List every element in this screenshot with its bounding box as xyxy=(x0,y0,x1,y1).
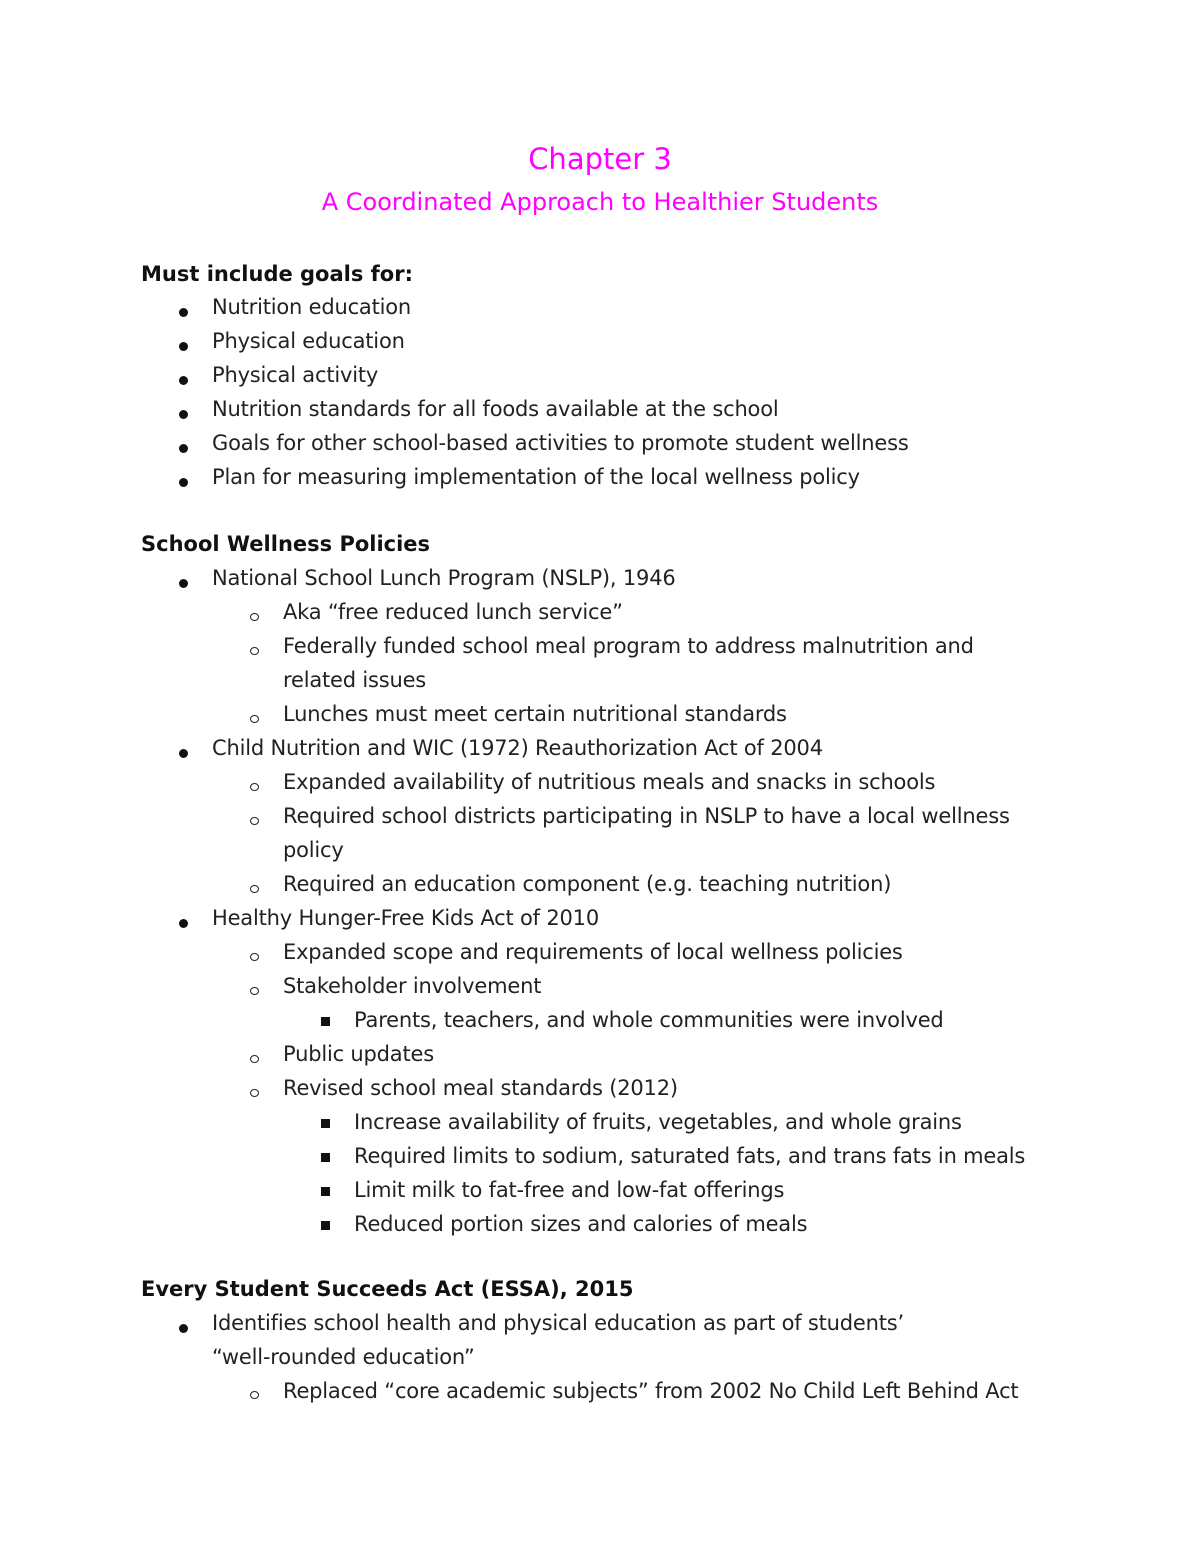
nslp-sub-item: Federally funded school meal program to address malnutrition and xyxy=(283,634,974,658)
hhfka-item: Healthy Hunger-Free Kids Act of 2010 xyxy=(212,906,599,930)
goal-item: Physical education xyxy=(212,329,405,353)
hhfka-sub-item: Public updates xyxy=(283,1042,434,1066)
essa-item-continued: “well-rounded education” xyxy=(212,1345,475,1369)
hhfka-sub-item: Revised school meal standards (2012) xyxy=(283,1076,678,1100)
hhfka-sub-item: Stakeholder involvement xyxy=(283,974,542,998)
goal-item: Plan for measuring implementation of the local wellness policy xyxy=(212,465,860,489)
nslp-item: National School Lunch Program (NSLP), 1946 xyxy=(212,566,676,590)
bullet-square xyxy=(321,1187,330,1196)
bullet-dot xyxy=(179,444,188,453)
wic-sub-item: Expanded availability of nutritious meals and snacks in schools xyxy=(283,770,936,794)
essa-sub-item: Replaced “core academic subjects” from 2002 No Child Left Behind Act xyxy=(283,1379,1019,1403)
bullet-ring xyxy=(250,1055,259,1063)
nslp-sub-item: Lunches must meet certain nutritional standards xyxy=(283,702,787,726)
bullet-ring xyxy=(250,1391,259,1399)
goal-item: Goals for other school-based activities to promote student wellness xyxy=(212,431,909,455)
chapter-subtitle: A Coordinated Approach to Healthier Students xyxy=(321,188,879,216)
bullet-dot xyxy=(179,919,188,928)
bullet-ring xyxy=(250,783,259,791)
wic-item: Child Nutrition and WIC (1972) Reauthorization Act of 2004 xyxy=(212,736,823,760)
bullet-square xyxy=(321,1153,330,1162)
bullet-ring xyxy=(250,987,259,995)
essa-item: Identifies school health and physical education as part of students’ xyxy=(212,1311,905,1335)
essa-heading: Every Student Succeeds Act (ESSA), 2015 xyxy=(141,1277,634,1301)
bullet-dot xyxy=(179,376,188,385)
meal-standard-item: Limit milk to fat-free and low-fat offerings xyxy=(354,1178,785,1202)
goals-heading: Must include goals for: xyxy=(141,262,413,286)
bullet-ring xyxy=(250,1089,259,1097)
meal-standard-item: Required limits to sodium, saturated fats, and trans fats in meals xyxy=(354,1144,1026,1168)
bullet-ring xyxy=(250,817,259,825)
bullet-square xyxy=(321,1119,330,1128)
goal-item: Nutrition education xyxy=(212,295,412,319)
bullet-ring xyxy=(250,953,259,961)
stakeholder-detail: Parents, teachers, and whole communities were involved xyxy=(354,1008,944,1032)
bullet-dot xyxy=(179,579,188,588)
wic-sub-item: Required school districts participating in NSLP to have a local wellness xyxy=(283,804,1010,828)
hhfka-sub-item: Expanded scope and requirements of local wellness policies xyxy=(283,940,903,964)
nslp-sub-item-continued: related issues xyxy=(283,668,427,692)
bullet-ring xyxy=(250,613,259,621)
bullet-ring xyxy=(250,885,259,893)
bullet-dot xyxy=(179,308,188,317)
meal-standard-item: Increase availability of fruits, vegetables, and whole grains xyxy=(354,1110,962,1134)
meal-standard-item: Reduced portion sizes and calories of meals xyxy=(354,1212,808,1236)
wic-sub-item-continued: policy xyxy=(283,838,344,862)
bullet-ring xyxy=(250,647,259,655)
bullet-dot xyxy=(179,410,188,419)
policies-heading: School Wellness Policies xyxy=(141,532,431,556)
bullet-dot xyxy=(179,342,188,351)
bullet-ring xyxy=(250,715,259,723)
bullet-square xyxy=(321,1221,330,1230)
bullet-dot xyxy=(179,478,188,487)
goal-item: Physical activity xyxy=(212,363,379,387)
wic-sub-item: Required an education component (e.g. teaching nutrition) xyxy=(283,872,892,896)
bullet-square xyxy=(321,1017,330,1026)
bullet-dot xyxy=(179,1324,188,1333)
nslp-sub-item: Aka “free reduced lunch service” xyxy=(283,600,623,624)
chapter-title: Chapter 3 xyxy=(528,142,672,176)
bullet-dot xyxy=(179,749,188,758)
goal-item: Nutrition standards for all foods available at the school xyxy=(212,397,779,421)
